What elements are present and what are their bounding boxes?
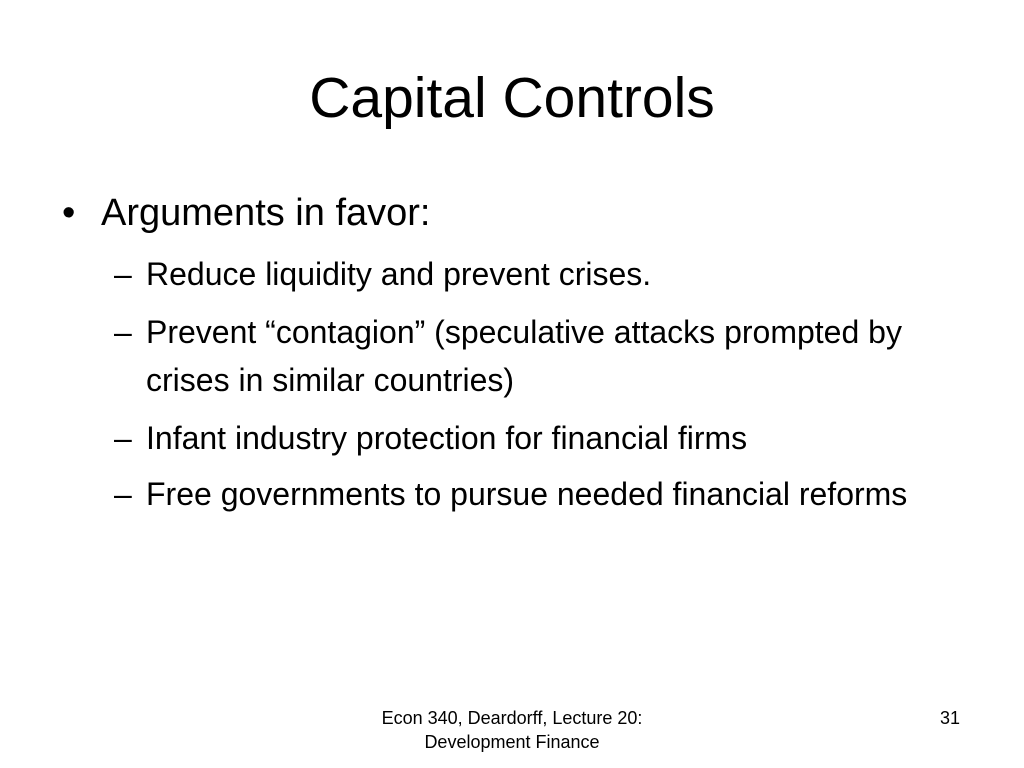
bullet-text: Arguments in favor: (101, 192, 431, 234)
sub-bullet-item (114, 250, 974, 298)
footer-course-info (332, 706, 692, 754)
sub-bullet-text: Reduce liquidity and prevent crises. (146, 256, 652, 292)
bullet-marker: • (62, 192, 76, 234)
sub-bullet-marker: – (114, 476, 132, 512)
footer-line-1: Econ 340, Deardorff, Lecture 20: (381, 708, 643, 728)
sub-bullet-marker: – (114, 314, 132, 350)
sub-bullet-text: Infant industry protection for financial firms (146, 420, 748, 456)
sub-bullet-text: Prevent “contagion” (speculative attacks prompted by crises in similar countries) (146, 314, 902, 398)
sub-bullet-marker: – (114, 256, 132, 292)
slide-number: 31 (939, 708, 960, 728)
sub-bullet-item (114, 414, 974, 462)
sub-bullet-item (114, 470, 974, 518)
sub-bullet-text: Free governments to pursue needed financial reforms (146, 476, 908, 512)
sub-bullet-item (114, 308, 974, 404)
slide-title: Capital Controls (309, 66, 715, 130)
footer-line-2: Development Finance (424, 732, 600, 752)
sub-bullet-marker: – (114, 420, 132, 456)
